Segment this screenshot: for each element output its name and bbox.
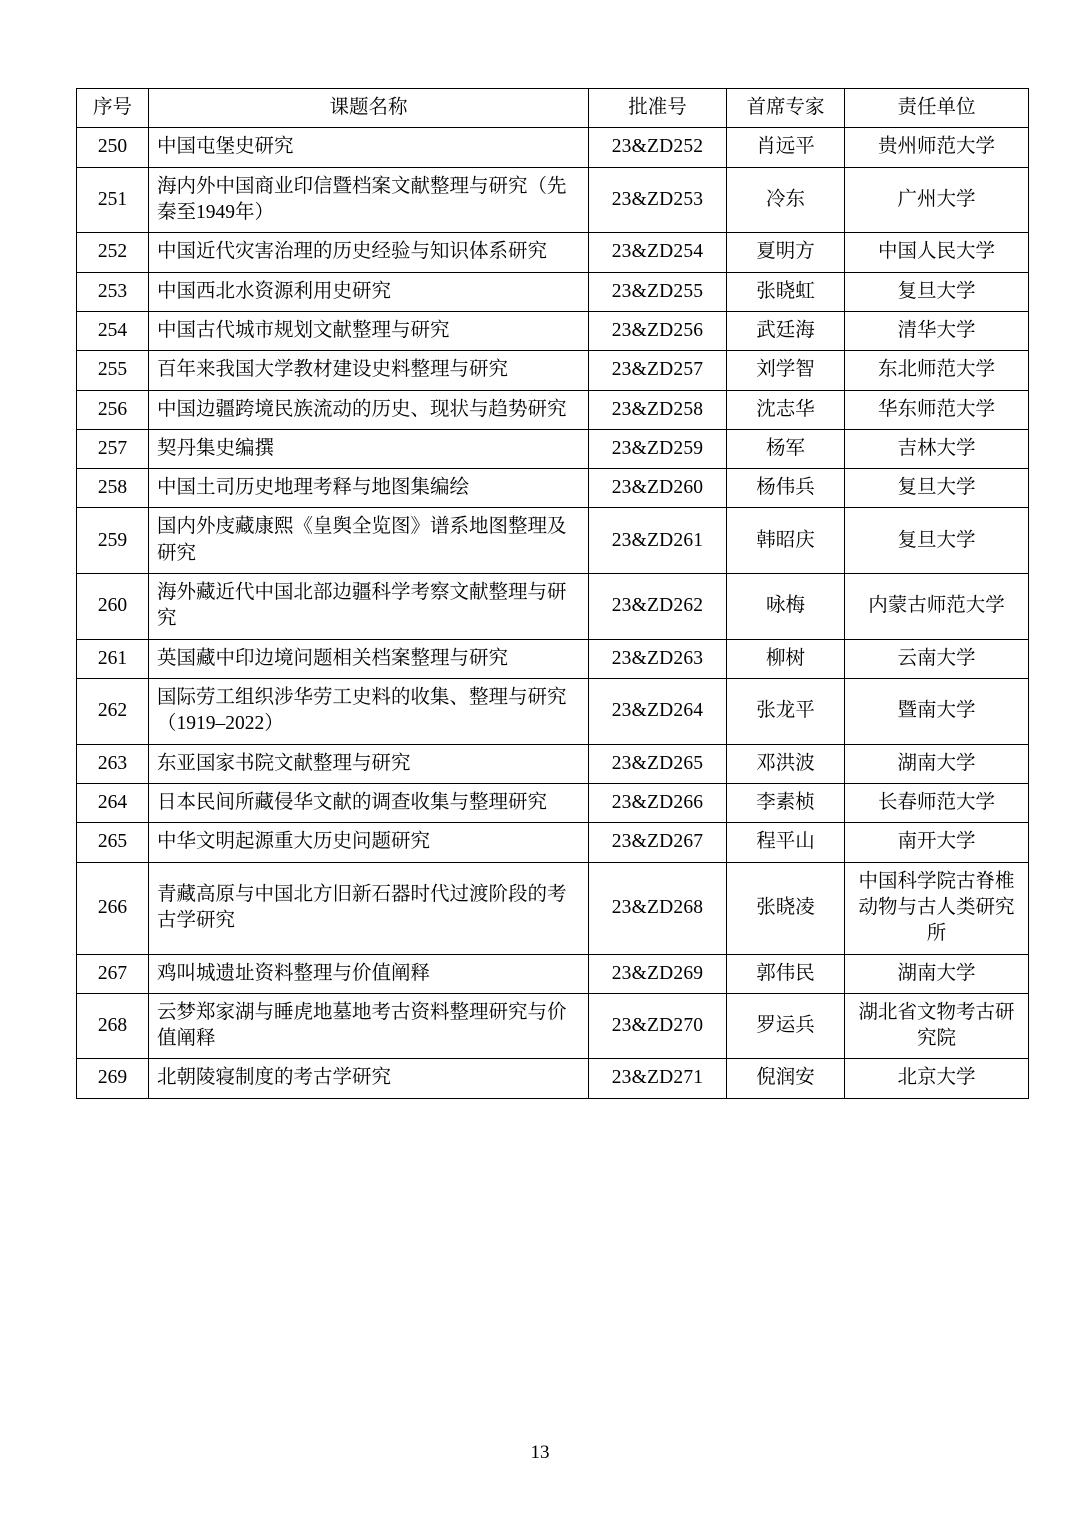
cell-code: 23&ZD259 (589, 429, 727, 468)
table-row (77, 574, 1029, 640)
cell-chief: 罗运兵 (727, 993, 845, 1059)
cell-unit: 贵州师范大学 (845, 128, 1029, 167)
cell-chief: 张晓虹 (727, 272, 845, 311)
table-row (77, 993, 1029, 1059)
cell-seq: 257 (77, 429, 149, 468)
cell-name: 中华文明起源重大历史问题研究 (149, 823, 589, 862)
cell-unit: 吉林大学 (845, 429, 1029, 468)
cell-chief: 杨军 (727, 429, 845, 468)
cell-seq: 268 (77, 993, 149, 1059)
cell-seq: 262 (77, 679, 149, 745)
cell-unit: 复旦大学 (845, 469, 1029, 508)
table-body (77, 128, 1029, 1098)
cell-chief: 夏明方 (727, 233, 845, 272)
cell-code: 23&ZD254 (589, 233, 727, 272)
cell-code: 23&ZD264 (589, 679, 727, 745)
cell-name: 北朝陵寝制度的考古学研究 (149, 1059, 589, 1098)
page-number: 13 (530, 1442, 550, 1463)
cell-unit: 北京大学 (845, 1059, 1029, 1098)
cell-chief: 冷东 (727, 167, 845, 233)
table-row (77, 469, 1029, 508)
cell-unit: 南开大学 (845, 823, 1029, 862)
cell-code: 23&ZD255 (589, 272, 727, 311)
cell-name: 青藏高原与中国北方旧新石器时代过渡阶段的考古学研究 (149, 862, 589, 954)
cell-code: 23&ZD267 (589, 823, 727, 862)
table-header-row (77, 89, 1029, 128)
cell-seq: 254 (77, 311, 149, 350)
cell-name: 中国土司历史地理考释与地图集编绘 (149, 469, 589, 508)
table-row (77, 233, 1029, 272)
cell-seq: 256 (77, 390, 149, 429)
column-header-seq: 序号 (77, 89, 149, 128)
cell-name: 中国边疆跨境民族流动的历史、现状与趋势研究 (149, 390, 589, 429)
cell-unit: 广州大学 (845, 167, 1029, 233)
cell-unit: 中国科学院古脊椎动物与古人类研究所 (845, 862, 1029, 954)
table-row (77, 639, 1029, 678)
cell-name: 海内外中国商业印信暨档案文献整理与研究（先秦至1949年） (149, 167, 589, 233)
cell-seq: 264 (77, 783, 149, 822)
cell-unit: 复旦大学 (845, 508, 1029, 574)
cell-unit: 湖南大学 (845, 954, 1029, 993)
table-row (77, 1059, 1029, 1098)
cell-code: 23&ZD270 (589, 993, 727, 1059)
cell-name: 百年来我国大学教材建设史料整理与研究 (149, 351, 589, 390)
cell-chief: 程平山 (727, 823, 845, 862)
cell-seq: 261 (77, 639, 149, 678)
cell-name: 东亚国家书院文献整理与研究 (149, 744, 589, 783)
cell-code: 23&ZD269 (589, 954, 727, 993)
column-header-chief: 首席专家 (727, 89, 845, 128)
cell-seq: 255 (77, 351, 149, 390)
cell-chief: 张晓凌 (727, 862, 845, 954)
table-row (77, 679, 1029, 745)
table-row (77, 128, 1029, 167)
cell-code: 23&ZD263 (589, 639, 727, 678)
cell-unit: 长春师范大学 (845, 783, 1029, 822)
column-header-name: 课题名称 (149, 89, 589, 128)
cell-chief: 张龙平 (727, 679, 845, 745)
cell-name: 日本民间所藏侵华文献的调查收集与整理研究 (149, 783, 589, 822)
cell-seq: 258 (77, 469, 149, 508)
cell-code: 23&ZD262 (589, 574, 727, 640)
cell-name: 中国近代灾害治理的历史经验与知识体系研究 (149, 233, 589, 272)
cell-code: 23&ZD256 (589, 311, 727, 350)
cell-name: 英国藏中印边境问题相关档案整理与研究 (149, 639, 589, 678)
cell-seq: 252 (77, 233, 149, 272)
cell-code: 23&ZD253 (589, 167, 727, 233)
project-table (76, 88, 1029, 1099)
table-row (77, 783, 1029, 822)
cell-unit: 中国人民大学 (845, 233, 1029, 272)
table-row (77, 429, 1029, 468)
table-row (77, 823, 1029, 862)
cell-seq: 265 (77, 823, 149, 862)
cell-chief: 倪润安 (727, 1059, 845, 1098)
cell-chief: 邓洪波 (727, 744, 845, 783)
cell-name: 鸡叫城遗址资料整理与价值阐释 (149, 954, 589, 993)
cell-unit: 华东师范大学 (845, 390, 1029, 429)
table-header (77, 89, 1029, 128)
column-header-unit: 责任单位 (845, 89, 1029, 128)
cell-name: 中国屯堡史研究 (149, 128, 589, 167)
cell-name: 海外藏近代中国北部边疆科学考察文献整理与研究 (149, 574, 589, 640)
cell-seq: 251 (77, 167, 149, 233)
project-table-container (76, 88, 1028, 1099)
table-row (77, 167, 1029, 233)
cell-chief: 肖远平 (727, 128, 845, 167)
cell-seq: 267 (77, 954, 149, 993)
table-row (77, 351, 1029, 390)
cell-code: 23&ZD258 (589, 390, 727, 429)
cell-code: 23&ZD257 (589, 351, 727, 390)
cell-code: 23&ZD261 (589, 508, 727, 574)
cell-chief: 柳树 (727, 639, 845, 678)
cell-unit: 湖北省文物考古研究院 (845, 993, 1029, 1059)
cell-unit: 东北师范大学 (845, 351, 1029, 390)
cell-chief: 李素桢 (727, 783, 845, 822)
table-row (77, 508, 1029, 574)
table-row (77, 954, 1029, 993)
cell-code: 23&ZD265 (589, 744, 727, 783)
table-row (77, 862, 1029, 954)
cell-name: 契丹集史编撰 (149, 429, 589, 468)
cell-unit: 复旦大学 (845, 272, 1029, 311)
cell-seq: 260 (77, 574, 149, 640)
cell-name: 中国古代城市规划文献整理与研究 (149, 311, 589, 350)
cell-unit: 云南大学 (845, 639, 1029, 678)
cell-unit: 暨南大学 (845, 679, 1029, 745)
table-row (77, 311, 1029, 350)
cell-chief: 杨伟兵 (727, 469, 845, 508)
cell-name: 国内外庋藏康熙《皇舆全览图》谱系地图整理及研究 (149, 508, 589, 574)
cell-code: 23&ZD266 (589, 783, 727, 822)
cell-chief: 沈志华 (727, 390, 845, 429)
cell-unit: 湖南大学 (845, 744, 1029, 783)
cell-chief: 韩昭庆 (727, 508, 845, 574)
cell-seq: 253 (77, 272, 149, 311)
cell-unit: 清华大学 (845, 311, 1029, 350)
cell-seq: 266 (77, 862, 149, 954)
cell-seq: 263 (77, 744, 149, 783)
cell-chief: 郭伟民 (727, 954, 845, 993)
cell-code: 23&ZD260 (589, 469, 727, 508)
cell-chief: 武廷海 (727, 311, 845, 350)
table-row (77, 390, 1029, 429)
table-row (77, 272, 1029, 311)
cell-code: 23&ZD271 (589, 1059, 727, 1098)
cell-name: 中国西北水资源利用史研究 (149, 272, 589, 311)
column-header-code: 批准号 (589, 89, 727, 128)
cell-chief: 咏梅 (727, 574, 845, 640)
cell-seq: 250 (77, 128, 149, 167)
table-row (77, 744, 1029, 783)
cell-code: 23&ZD252 (589, 128, 727, 167)
cell-name: 国际劳工组织涉华劳工史料的收集、整理与研究（1919–2022） (149, 679, 589, 745)
cell-name: 云梦郑家湖与睡虎地墓地考古资料整理研究与价值阐释 (149, 993, 589, 1059)
cell-seq: 269 (77, 1059, 149, 1098)
cell-chief: 刘学智 (727, 351, 845, 390)
cell-unit: 内蒙古师范大学 (845, 574, 1029, 640)
cell-seq: 259 (77, 508, 149, 574)
cell-code: 23&ZD268 (589, 862, 727, 954)
